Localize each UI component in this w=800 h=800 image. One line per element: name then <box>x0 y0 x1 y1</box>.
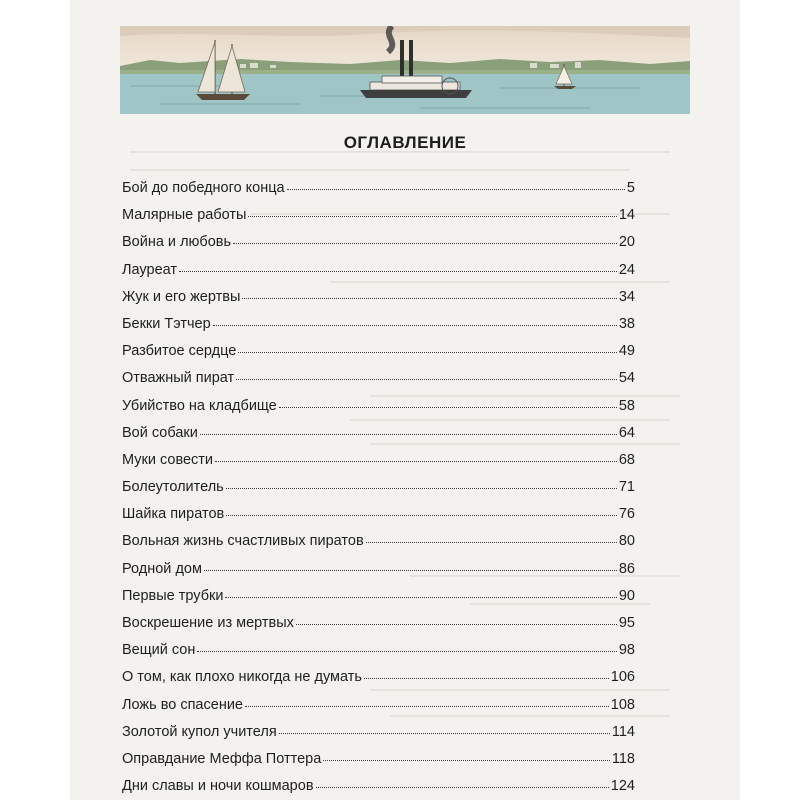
dot-leader <box>233 233 617 244</box>
river-steamboat-illustration <box>120 26 690 114</box>
toc-entry-page-number: 64 <box>618 424 635 441</box>
toc-entry <box>122 615 635 642</box>
toc-entry <box>122 398 635 425</box>
dot-leader <box>226 505 617 516</box>
toc-entry <box>122 778 635 800</box>
toc-entry-title: Малярные работы <box>122 207 247 224</box>
dot-leader <box>197 641 616 652</box>
toc-entry-title: Вой собаки <box>122 424 198 441</box>
toc-entry <box>122 452 635 479</box>
dot-leader <box>287 179 625 190</box>
toc-entry <box>122 425 635 452</box>
toc-entry <box>122 506 635 533</box>
toc-entry-page-number: 86 <box>618 560 635 577</box>
toc-entry <box>122 561 635 588</box>
toc-entry-title: Разбитое сердце <box>122 343 237 360</box>
dot-leader <box>215 450 617 461</box>
toc-entry-title: Золотой купол учителя <box>122 723 277 740</box>
dot-leader <box>225 586 616 597</box>
toc-entry-title: Жук и его жертвы <box>122 288 241 305</box>
toc-entry <box>122 533 635 560</box>
dot-leader <box>248 206 616 217</box>
toc-entry-page-number: 54 <box>618 370 635 387</box>
toc-entry-page-number: 49 <box>618 343 635 360</box>
toc-entry <box>122 697 635 724</box>
toc-entry <box>122 724 635 751</box>
toc-entry-title: Оправдание Меффа Поттера <box>122 750 322 767</box>
toc-entry-title: Бекки Тэтчер <box>122 315 211 332</box>
toc-entry-page-number: 124 <box>610 778 635 795</box>
toc-entry-page-number: 68 <box>618 451 635 468</box>
toc-entry-page-number: 24 <box>618 261 635 278</box>
toc-entry <box>122 289 635 316</box>
dot-leader <box>242 287 616 298</box>
toc-entry-page-number: 76 <box>618 506 635 523</box>
toc-entry-title: Бой до победного конца <box>122 180 285 196</box>
dot-leader <box>238 342 617 353</box>
toc-entry <box>122 370 635 397</box>
toc-entry <box>122 316 635 343</box>
dot-leader <box>316 777 609 788</box>
toc-entry <box>122 751 635 778</box>
toc-entry-title: Лауреат <box>122 261 178 278</box>
dot-leader <box>226 478 617 489</box>
toc-entry-title: Ложь во спасение <box>122 696 243 713</box>
toc-entry <box>122 207 635 234</box>
dot-leader <box>366 532 617 543</box>
toc-entry-title: Дни славы и ночи кошмаров <box>122 778 314 795</box>
toc-entry-page-number: 14 <box>618 207 635 224</box>
toc-entry-page-number: 20 <box>618 234 635 251</box>
dot-leader <box>213 315 617 326</box>
dot-leader <box>179 260 617 271</box>
dot-leader <box>296 614 617 625</box>
toc-entry-title: Война и любовь <box>122 234 232 251</box>
toc-entry <box>122 180 635 207</box>
toc-entry-page-number: 5 <box>626 180 635 196</box>
dot-leader <box>364 668 609 679</box>
dot-leader <box>236 369 617 380</box>
toc-entry <box>122 588 635 615</box>
table-of-contents <box>122 180 635 800</box>
toc-entry-title: Муки совести <box>122 451 214 468</box>
toc-entry-page-number: 106 <box>610 669 635 686</box>
dot-leader <box>323 750 610 761</box>
toc-entry-page-number: 58 <box>618 397 635 414</box>
toc-entry-page-number: 34 <box>618 288 635 305</box>
toc-entry-page-number: 114 <box>611 723 635 740</box>
toc-entry-page-number: 90 <box>618 587 635 604</box>
toc-heading: ОГЛАВЛЕНИЕ <box>343 133 467 152</box>
book-page <box>70 0 740 800</box>
dot-leader <box>279 396 617 407</box>
toc-entry-title: Шайка пиратов <box>122 506 225 523</box>
toc-entry-title: Вещий сон <box>122 642 196 659</box>
dot-leader <box>200 423 617 434</box>
toc-entry-page-number: 80 <box>618 533 635 550</box>
dot-leader <box>245 695 609 706</box>
toc-entry-page-number: 95 <box>618 615 635 631</box>
toc-entry-page-number: 118 <box>611 750 635 767</box>
toc-entry-page-number: 71 <box>618 479 635 496</box>
toc-entry-page-number: 98 <box>618 642 635 659</box>
toc-entry-page-number: 108 <box>610 696 635 713</box>
toc-entry-title: Родной дом <box>122 560 202 577</box>
dot-leader <box>279 722 610 733</box>
toc-entry <box>122 642 635 669</box>
toc-entry <box>122 479 635 506</box>
toc-entry-title: О том, как плохо никогда не думать <box>122 669 362 686</box>
toc-entry <box>122 343 635 370</box>
toc-entry <box>122 669 635 696</box>
toc-entry-title: Воскрешение из мертвых <box>122 615 294 631</box>
toc-entry <box>122 234 635 261</box>
toc-entry <box>122 262 635 289</box>
dot-leader <box>204 559 617 570</box>
toc-entry-title: Первые трубки <box>122 587 224 604</box>
toc-entry-title: Отважный пират <box>122 370 235 387</box>
toc-entry-title: Вольная жизнь счастливых пиратов <box>122 533 364 550</box>
toc-entry-title: Болеутолитель <box>122 479 224 496</box>
toc-entry-title: Убийство на кладбище <box>122 397 277 414</box>
toc-entry-page-number: 38 <box>618 315 635 332</box>
